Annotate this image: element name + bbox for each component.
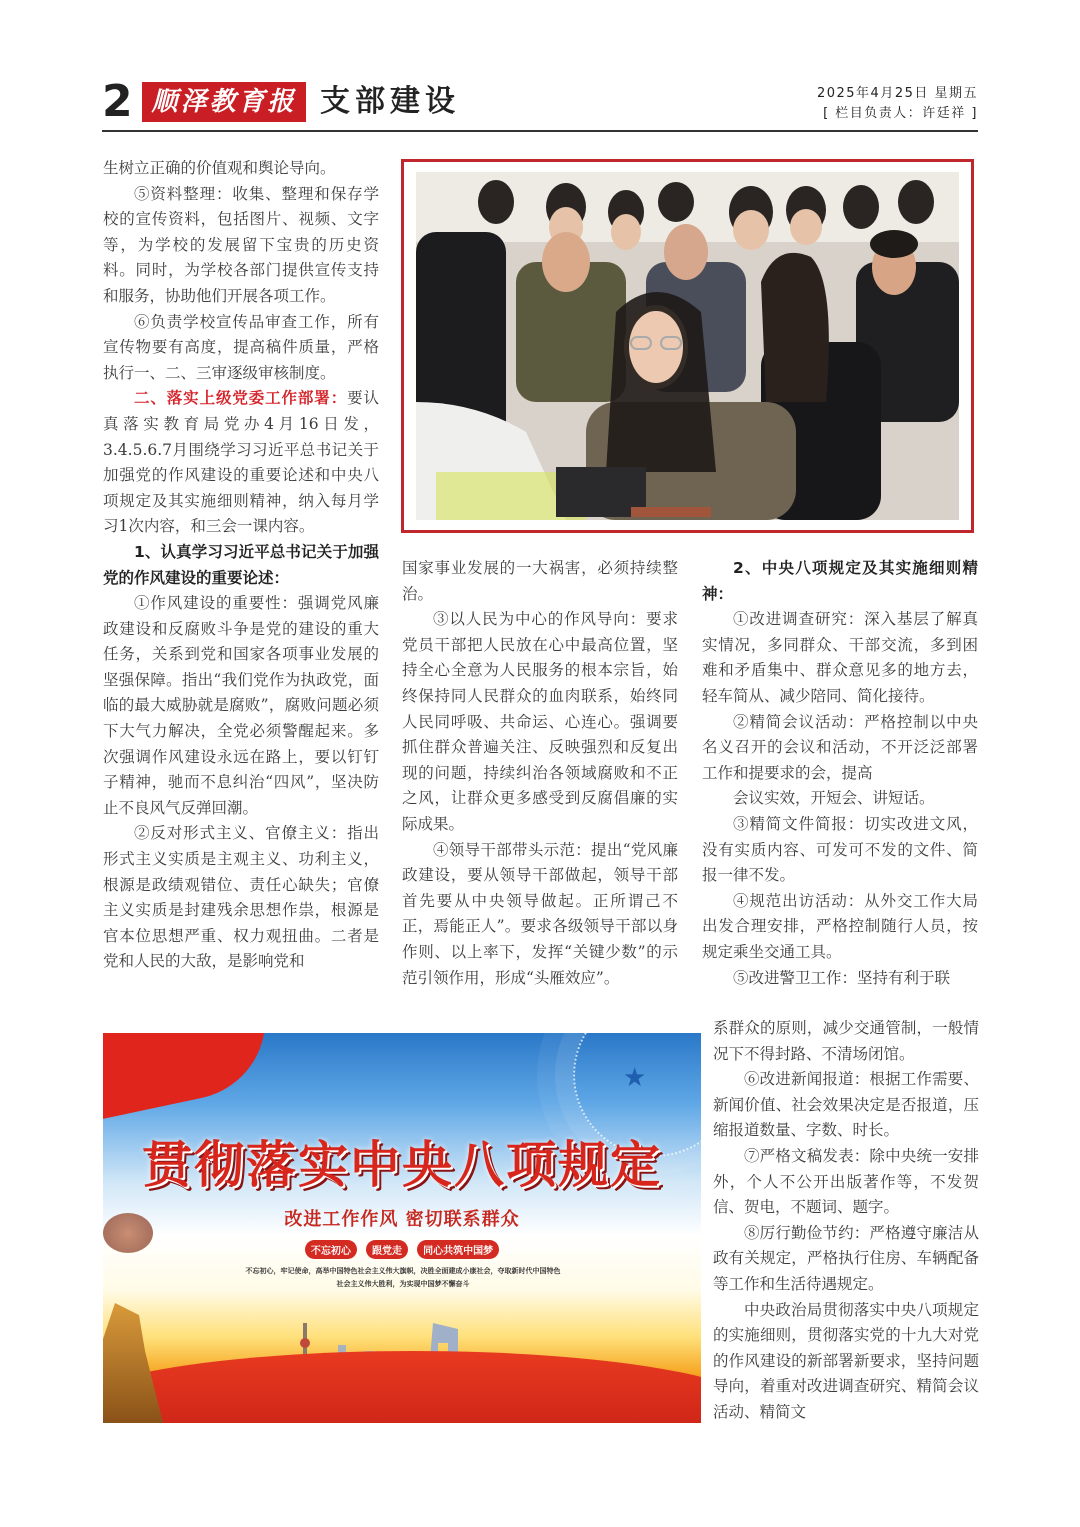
poster-title: 贯彻落实中央八项规定 <box>142 1136 662 1194</box>
masthead <box>102 78 978 130</box>
section-title: 支部建设 <box>320 84 460 119</box>
article-column-3 <box>702 556 978 991</box>
paragraph: ⑥负责学校宣传品审查工作，所有宣传物要有高度，提高稿件质量，严格执行一、二、三审逐级审核制度。 <box>103 312 379 382</box>
article-column-3-continued <box>713 1016 979 1426</box>
paragraph: 生树立正确的价值观和舆论导向。 <box>103 159 336 177</box>
paragraph: ④领导干部带头示范：提出“党风廉政建设，要从领导干部做起，领导干部首先要从中央领导做起。正所谓己不正，焉能正人”。要求各级领导干部以身作则、以上率下，发挥“关键少数”的示范引领作用，形成“头雁效应”。 <box>402 840 678 987</box>
paragraph: ⑦严格文稿发表：除中央统一安排外，个人不公开出版著作等，不发贺信、贺电，不题词、题字。 <box>713 1146 979 1217</box>
red-flag-icon <box>103 1033 280 1123</box>
slogan-pill: 不忘初心 <box>305 1240 357 1259</box>
issue-date: 2025年4月25日 星期五 <box>816 86 978 101</box>
photo-frame <box>401 159 974 533</box>
article-column-2 <box>402 556 678 991</box>
paragraph: ②反对形式主义、官僚主义：指出形式主义实质是主观主义、功利主义，根源是政绩观错位、责任心缺失；官僚主义实质是封建残余思想作祟，根源是官本位思想严重、权力观扭曲。二者是党和人民的大敌，是影响党和 <box>103 824 379 971</box>
paragraph: ⑧厉行勤俭节约：严格遵守廉洁从政有关规定，严格执行住房、车辆配备等工作和生活待遇规定。 <box>713 1223 979 1293</box>
audience-image <box>416 172 959 520</box>
monument-statue-icon <box>103 1303 163 1423</box>
paragraph: ③精简文件简报：切实改进文风，没有实质内容、可发可不发的文件、简报一律不发。 <box>702 814 978 885</box>
paragraph: 会议实效，开短会、讲短话。 <box>733 789 935 808</box>
poster-small-line: 社会主义伟大胜利，为实现中国梦不懈奋斗 <box>336 1280 470 1288</box>
column-editor: [ 栏目负责人：许廷祥 ] <box>823 106 978 121</box>
poster-small-line: 不忘初心，牢记使命，高举中国特色社会主义伟大旗帜，决胜全面建成小康社会，夺取新时代中国特色 <box>245 1267 561 1275</box>
paragraph: ①改进调查研究：深入基层了解真实情况，多同群众、干部交流，多到困难和矛盾集中、群众意见多的地方去，轻车简从、减少陪同、简化接待。 <box>702 610 978 705</box>
paragraph: ④规范出访活动：从外交工作大局出发合理安排，严格控制随行人员，按规定乘坐交通工具。 <box>702 891 978 961</box>
meeting-photo <box>416 172 959 520</box>
paragraph: ⑤改进警卫工作：坚持有利于联 <box>733 968 951 987</box>
poster-small-text <box>183 1265 623 1291</box>
paragraph: 中央政治局贯彻落实中央八项规定的实施细则，贯彻落实党的十九大对党的作风建设的新部署新要求，坚持问题导向，着重对改进调查研究、精简会议活动、精简文 <box>713 1300 979 1421</box>
page-number: 2 <box>102 76 133 127</box>
poster-slogans <box>103 1239 701 1259</box>
paragraph: ③以人民为中心的作风导向：要求党员干部把人民放在心中最高位置，坚持全心全意为人民服务的根本宗旨，始终保持同人民群众的血肉联系，始终同人民同呼吸、共命运、心连心。强调要抓住群众普遍关注、反映强烈和反复出现的问题，持续纠治各领域腐败和不正之风，让群众更多感受到反腐倡廉的实际成果。 <box>402 610 678 833</box>
paragraph: 国家事业发展的一大祸害，必须持续整治。 <box>402 559 678 603</box>
paragraph: ⑤资料整理：收集、整理和保存学校的宣传资料，包括图片、视频、文字等，为学校的发展留下宝贵的历史资料。同时，为学校各部门提供宣传支持和服务，协助他们开展各项工作。 <box>103 184 379 305</box>
red-ribbon-wave <box>103 1351 701 1423</box>
subheading: 1、认真学习习近平总书记关于加强党的作风建设的重要论述： <box>103 542 379 587</box>
poster-subtitle: 改进工作作风 密切联系群众 <box>284 1209 520 1230</box>
slogan-pill: 同心共筑中国梦 <box>417 1240 499 1259</box>
article-column-1 <box>103 156 379 975</box>
paragraph: ⑥改进新闻报道：根据工作需要、新闻价值、社会效果决定是否报道，压缩报道数量、字数、时长。 <box>713 1070 979 1140</box>
newspaper-name: 顺泽教育报 <box>142 82 306 122</box>
subheading: 2、中央八项规定及其实施细则精神： <box>702 559 978 603</box>
section-heading: 二、落实上级党委工作部署： <box>134 389 348 408</box>
paragraph <box>103 386 379 540</box>
paragraph: ①作风建设的重要性：强调党风廉政建设和反腐败斗争是党的建设的重大任务，关系到党和国家各项事业发展的坚强保障。指出“我们党作为执政党，面临的最大威胁就是腐败”，腐败问题必须下大气力解决，全党必须警醒起来。多次强调作风建设永远在路上，要以钉钉子精神，驰而不息纠治“四风”，坚决防止不良风气反弹回潮。 <box>103 594 379 817</box>
paragraph: 系群众的原则，减少交通管制，一般情况下不得封路、不清场闭馆。 <box>713 1019 979 1063</box>
paragraph: ②精简会议活动：严格控制以中央名义召开的会议和活动，不开泛泛部署工作和提要求的会，提高 <box>702 712 978 782</box>
eight-rules-poster <box>103 1033 701 1423</box>
star-icon: ★ <box>623 1063 647 1093</box>
slogan-pill: 跟党走 <box>366 1240 408 1259</box>
header-rule <box>102 130 978 132</box>
paragraph-body: 要认真落实教育局党办4月16日发，3.4.5.6.7月围绕学习习近平总书记关于加强党的作风建设的重要论述和中央八项规定及其实施细则精神，纳入每月学习1次内容，和三会一课内容。 <box>103 389 379 536</box>
